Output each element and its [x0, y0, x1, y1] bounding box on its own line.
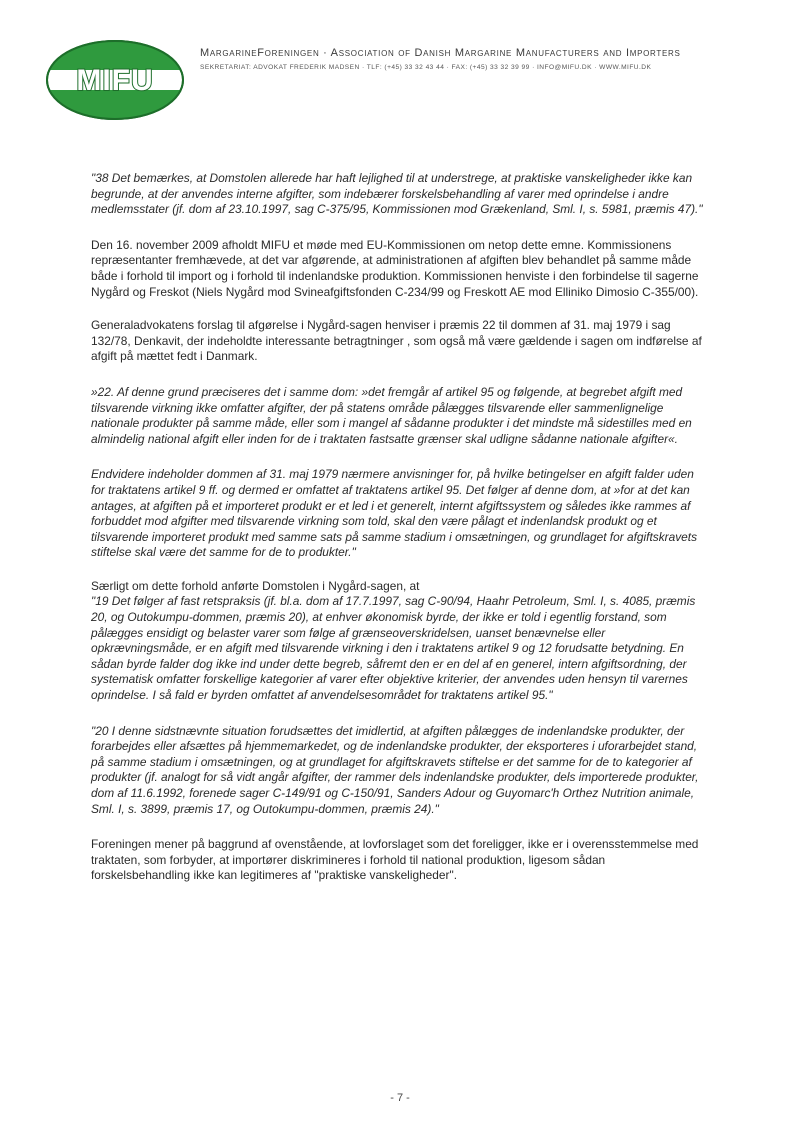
body-paragraph-nygard-intro: Særligt om dette forhold anførte Domstolen i Nygård-sagen, at: [91, 578, 420, 593]
contact-line: SEKRETARIAT: ADVOKAT FREDERIK MADSEN · TLF: (+45) 33 32 43 44 · FAX: (+45) 33 32 39 99 · INFO@MIFU.DK · WWW.MIFU.DK: [200, 64, 652, 71]
letterhead: [200, 47, 780, 72]
quote-paragraph-22: »22. Af denne grund præciseres det i samme dom: »det fremgår af artikel 95 og følgende, at begrebet afgift med tilsvarende virkning ikke omfatter afgifter, der på statens område pålægges tilsvarende eller sammenlignelige nationale produkter på samme måde, eller som i mangel af sådanne produkter i det mindste må sidestilles med en almindelig national afgift eller inden for de i traktaten fastsatte grænser skal udligne sådanne nationale afgifter«.: [91, 384, 692, 446]
quote-paragraph-denkavit: Endvidere indeholder dommen af 31. maj 1979 nærmere anvisninger for, på hvilke betingelser en afgift falder uden for traktatens artikel 9 ff. og dermed er omfattet af traktatens artikel 95. Det følger af denne dom, at »for at det kan antages, at afgiften på et importeret produkt er et led i et generelt, internt afgiftssystem og således ikke rammes af forbuddet mod afgifter med tilsvarende virkning som told, skal den være pålagt et indenlandsk produkt og et tilsvarende importeret produkt med samme sats på samme stadium i omsætningen, og grundlaget for afgiftskravets stiftelse skal være det samme for de to produkter.": [91, 467, 698, 560]
document-body: [91, 171, 703, 884]
body-paragraph-advocate-general: Generaladvokatens forslag til afgørelse i Nygård-sagen henviser i præmis 22 til dommen af 31. maj 1979 i sag 132/78, Denkavit, der indeholdte interessante betragtninger , som også må være gældende i sagen om indførelse af afgift på mættet fedt i Danmark.: [91, 318, 702, 364]
quote-paragraph-38: "38 Det bemærkes, at Domstolen allerede har haft lejlighed til at understrege, at praktiske vanskeligheder ikke kan begrunde, at der anvendes interne afgifter, som indebærer forskelsbehandling af varer med oprindelse i andre medlemsstater (jf. dom af 23.10.1997, sag C-375/95, Kommissionen mod Grækenland, Sml. I, s. 5981, præmis 47).": [91, 171, 703, 217]
mifu-logo: [44, 38, 186, 122]
conclusion-paragraph: Foreningen mener på baggrund af ovenstående, at lovforslaget som det foreligger, ikke er i overensstemmelse med traktaten, som forbyder, at importører diskrimineres i forhold til national produktion, ligesom sådan forskelsbehandling ikke kan legitimeres af "praktiske vanskeligheder".: [91, 837, 699, 883]
page-number: - 7 -: [390, 1092, 410, 1104]
quote-paragraph-19: "19 Det følger af fast retspraksis (jf. bl.a. dom af 17.7.1997, sag C-90/94, Haahr Petroleum, Sml. I, s. 4085, præmis 20, og Outokumpu-dommen, præmis 20), at enhver økonomisk byrde, der ikke er told i egentlig forstand, som pålægges ensidigt og belaster varer som følge af grænseoverskridelsen, uanset benævnelse eller opkrævningsmåde, er en afgift med tilsvarende virkning i den i traktatens artikel 9 og 12 forudsatte betydning. En sådan byrde falder dog ikke ind under dette begreb, såfremt den er en del af en generel, intern afgiftsordning, der systematisk omfatter forskellige kategorier af varer efter objektive kriterier, der anvendes uden hensyn til varernes oprindelse. I så fald er byrden omfattet af anvendelsesområdet for traktatens artikel 95.": [91, 594, 696, 703]
quote-paragraph-20: "20 I denne sidstnævnte situation forudsættes det imidlertid, at afgiften pålægges de indenlandske produkter, der forarbejdes eller afsættes på hjemmemarkedet, og de indenlandske produkter, der eksporteres i uforarbejdet stand, på samme stadium i omsætningen, og at grundlaget for afgiftskravets stiftelse er det samme for de to kategorier af produkter (jf. analogt for så vidt angår afgifter, der rammer dels indenlandske produkter, dels importerede produkter, dom af 11.6.1992, forenede sager C-149/91 og C-150/91, Sanders Adour og Guyomarc'h Orthez Nutrition animale, Sml. I, s. 3899, præmis 17, og Outokumpu-dommen, præmis 24).": [91, 723, 699, 816]
organization-title: MargarineForeningen · Association of Danish Margarine Manufacturers and Importers: [200, 47, 681, 59]
logo-text: MIFU: [76, 64, 154, 97]
body-paragraph-meeting: Den 16. november 2009 afholdt MIFU et møde med EU-Kommissionen om netop dette emne. Kommissionens repræsentanter fremhævede, at det var afgørende, at administrationen af afgiften blev behandlet på samme måde både i forhold til import og i forhold til indenlandske produktion. Kommissionen henviste i den forbindelse til sagerne Nygård og Freskot (Niels Nygård mod Svineafgiftsfonden C-234/99 og Freskott AE mod Elliniko Dimosio C-355/00).: [91, 237, 699, 299]
